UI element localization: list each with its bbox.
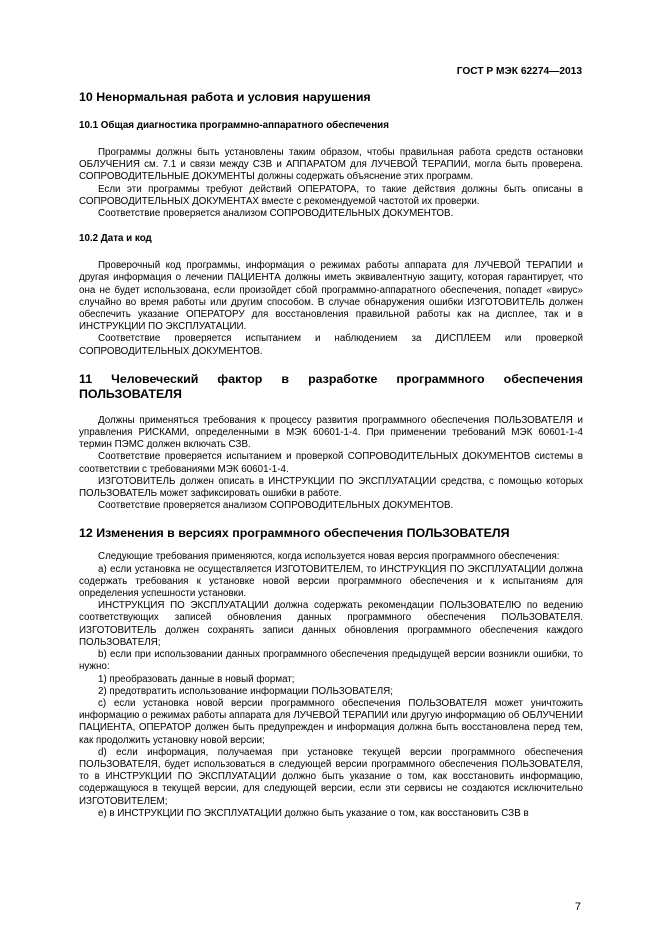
paragraph: d) если информация, получаемая при установке текущей версии программного обеспечения ПОЛЬЗОВАТЕЛЯ, будет использоваться в следующей версии программного обеспечения ПОЛЬЗОВАТЕЛЯ, то в ИНСТРУКЦИИ ПО ЭКСПЛУАТАЦИИ должно быть указание о том, как восстановить информацию, содержащуюся в текущей версии, для следующей версии, если эти сервисы не создаются исключительно ИЗГОТОВИТЕЛЕМ;	[79, 746, 583, 807]
paragraph: ИНСТРУКЦИЯ ПО ЭКСПЛУАТАЦИИ должна содержать рекомендации ПОЛЬЗОВАТЕЛЮ по ведению соответствующих записей обновления данных программного обеспечения ПОЛЬЗОВАТЕЛЯ. ИЗГОТОВИТЕЛЬ должен сохранять записи данных обновления программного обеспечения каждого ПОЛЬЗОВАТЕЛЯ;	[79, 600, 583, 648]
paragraph: Соответствие проверяется испытанием и проверкой СОПРОВОДИТЕЛЬНЫХ ДОКУМЕНТОВ системы в соответствии с требованиями МЭК 60601-1-4.	[79, 451, 583, 475]
paragraph: 1) преобразовать данные в новый формат;	[98, 673, 295, 685]
section-heading: 12 Изменения в версиях программного обеспечения ПОЛЬЗОВАТЕЛЯ	[79, 526, 510, 541]
paragraph: Если эти программы требуют действий ОПЕРАТОРА, то такие действия должны быть описаны в СОПРОВОДИТЕЛЬНЫХ ДОКУМЕНТАХ вместе с рекомендуемой частотой их проверки.	[79, 183, 583, 207]
subsection-heading: 10.2 Дата и код	[79, 233, 152, 245]
paragraph: е) в ИНСТРУКЦИИ ПО ЭКСПЛУАТАЦИИ должно быть указание о том, как восстановить СЗВ в	[98, 807, 529, 819]
paragraph: Соответствие проверяется анализом СОПРОВОДИТЕЛЬНЫХ ДОКУМЕНТОВ.	[98, 208, 454, 220]
paragraph: Соответствие проверяется испытанием и наблюдением за ДИСПЛЕЕМ или проверкой СОПРОВОДИТЕЛЬНЫХ ДОКУМЕНТОВ.	[79, 333, 583, 357]
paragraph: а) если установка не осуществляется ИЗГОТОВИТЕЛЕМ, то ИНСТРУКЦИЯ ПО ЭКСПЛУАТАЦИИ должна содержать требования к установке новой версии программного обеспечения и к испытаниям для определения успешности установки.	[79, 563, 583, 600]
paragraph: Программы должны быть установлены таким образом, чтобы правильная работа средств остановки ОБЛУЧЕНИЯ см. 7.1 и связи между СЗВ и АППАРАТОМ для ЛУЧЕВОЙ ТЕРАПИИ, могла быть проверена. СОПРОВОДИТЕЛЬНЫЕ ДОКУМЕНТЫ должны содержать объяснение этих программ.	[79, 147, 583, 183]
standard-header: ГОСТ Р МЭК 62274—2013	[456, 66, 582, 77]
paragraph: ИЗГОТОВИТЕЛЬ должен описать в ИНСТРУКЦИИ ПО ЭКСПЛУАТАЦИИ средства, с помощью которых ПОЛЬЗОВАТЕЛЬ может зафиксировать ошибки в работе.	[79, 475, 583, 500]
paragraph: с) если установка новой версии программного обеспечения ПОЛЬЗОВАТЕЛЯ может уничтожить информацию о режимах работы аппарата для ЛУЧЕВОЙ ТЕРАПИИ или другую информацию об ОБЛУЧЕНИИ ПАЦИЕНТА, ОПЕРАТОР должен быть предупрежден и информация должна быть восстановлена перед тем, как продолжить установку новой версии;	[79, 697, 583, 746]
paragraph: b) если при использовании данных программного обеспечения предыдущей версии возникли ошибки, то нужно:	[79, 649, 583, 673]
paragraph: Следующие требования применяются, когда используется новая версия программного обеспечения:	[98, 551, 560, 563]
page-content	[79, 86, 583, 820]
section-heading: 11 Человеческий фактор в разработке программного обеспечения ПОЛЬЗОВАТЕЛЯ	[79, 371, 583, 401]
subsection-heading: 10.1 Общая диагностика программно-аппаратного обеспечения	[79, 120, 389, 131]
section-heading: 10 Ненормальная работа и условия нарушения	[79, 90, 371, 104]
paragraph: Соответствие проверяется анализом СОПРОВОДИТЕЛЬНЫХ ДОКУМЕНТОВ.	[98, 500, 454, 512]
paragraph: Должны применяться требования к процессу развития программного обеспечения ПОЛЬЗОВАТЕЛЯ и управления РИСКАМИ, определенными в МЭК 60601-1-4. При применении требований МЭК 60601-1-4 термин ПЭМС должен включать СЗВ.	[79, 414, 583, 451]
paragraph: Проверочный код программы, информация о режимах работы аппарата для ЛУЧЕВОЙ ТЕРАПИИ и другая информация о лечении ПАЦИЕНТА должны иметь эквивалентную защиту, которая гарантирует, что она не будет использована, если произойдет сбой программно-аппаратного обеспечения, попадет «вирус» случайно во время работы или другим способом. В случае обнаружения ошибки ИЗГОТОВИТЕЛЬ должен обеспечить указание ОПЕРАТОРУ для восстановления правильной работы как на дисплее, так и в ИНСТРУКЦИИ ПО ЭКСПЛУАТАЦИИ.	[79, 260, 583, 333]
paragraph: 2) предотвратить использование информации ПОЛЬЗОВАТЕЛЯ;	[98, 685, 393, 697]
page-number: 7	[574, 901, 581, 913]
